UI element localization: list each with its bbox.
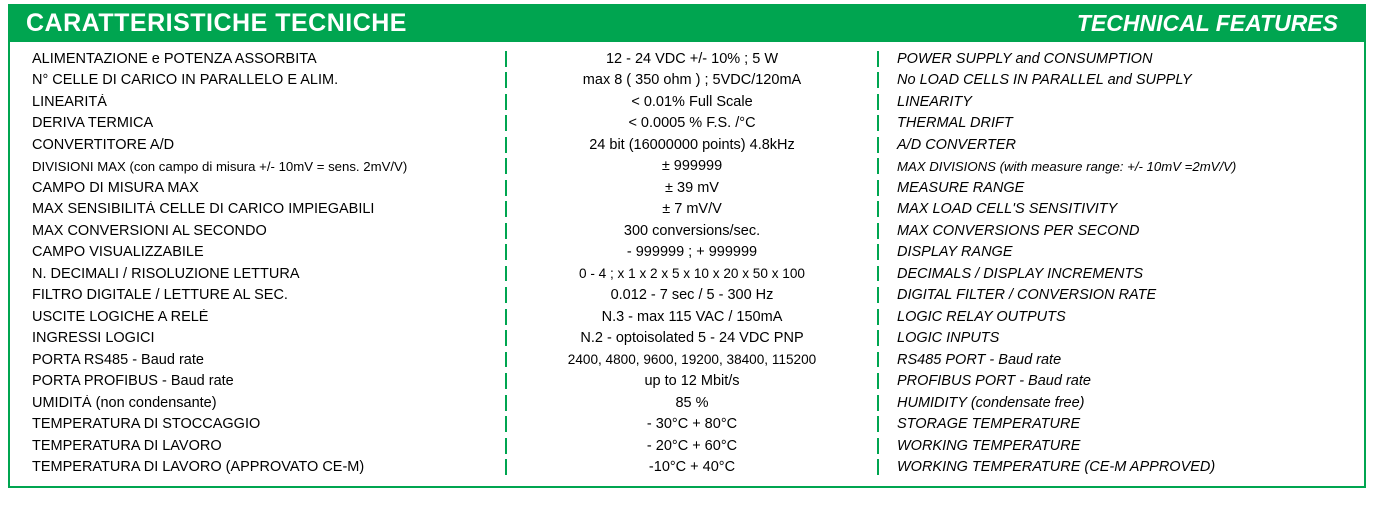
spec-label-italian: CAMPO VISUALIZZABILE bbox=[32, 244, 204, 261]
spec-label-english: LOGIC INPUTS bbox=[897, 330, 1000, 347]
table-row bbox=[10, 306, 1364, 328]
table-row bbox=[10, 414, 1364, 436]
spec-label-english: MAX CONVERSIONS PER SECOND bbox=[897, 222, 1140, 239]
table-row bbox=[10, 156, 1364, 178]
spec-label-italian: USCITE LOGICHE A RELÈ bbox=[32, 308, 209, 325]
spec-value: 24 bit (16000000 points) 4.8kHz bbox=[505, 137, 879, 153]
header-title-italian: CARATTERISTICHE TECNICHE bbox=[26, 8, 407, 37]
table-header bbox=[8, 4, 1366, 42]
spec-label-italian: CAMPO DI MISURA MAX bbox=[32, 179, 199, 196]
header-title-english: TECHNICAL FEATURES bbox=[1076, 9, 1338, 36]
spec-label-italian: PORTA RS485 - Baud rate bbox=[32, 351, 204, 368]
spec-value: - 30°C + 80°C bbox=[505, 416, 879, 432]
spec-label-english: THERMAL DRIFT bbox=[897, 115, 1013, 132]
spec-value: max 8 ( 350 ohm ) ; 5VDC/120mA bbox=[505, 72, 879, 88]
spec-value: - 20°C + 60°C bbox=[505, 438, 879, 454]
spec-label-italian: INGRESSI LOGICI bbox=[32, 330, 155, 347]
spec-label-italian: CONVERTITORE A/D bbox=[32, 136, 175, 153]
spec-label-english: POWER SUPPLY and CONSUMPTION bbox=[897, 50, 1153, 67]
table-row bbox=[10, 220, 1364, 242]
table-row bbox=[10, 70, 1364, 92]
table-row bbox=[10, 199, 1364, 221]
spec-label-italian: TEMPERATURA DI LAVORO (APPROVATO CE-M) bbox=[32, 459, 365, 476]
spec-label-english: MAX DIVISIONS (with measure range: +/- 10mV =2mV/V) bbox=[897, 158, 1237, 174]
spec-label-english: WORKING TEMPERATURE bbox=[897, 437, 1081, 454]
spec-label-italian: ALIMENTAZIONE e POTENZA ASSORBITA bbox=[32, 50, 317, 67]
spec-value: 300 conversions/sec. bbox=[505, 223, 879, 239]
spec-label-english: RS485 PORT - Baud rate bbox=[897, 351, 1062, 368]
table-row bbox=[10, 134, 1364, 156]
spec-label-italian: UMIDITÀ (non condensante) bbox=[32, 394, 217, 411]
spec-value: up to 12 Mbit/s bbox=[505, 373, 879, 389]
spec-label-english: WORKING TEMPERATURE (CE-M APPROVED) bbox=[897, 459, 1216, 476]
table-row bbox=[10, 349, 1364, 371]
spec-value: 12 - 24 VDC +/- 10% ; 5 W bbox=[505, 51, 879, 67]
spec-label-italian: FILTRO DIGITALE / LETTURE AL SEC. bbox=[32, 287, 288, 304]
spec-label-italian: MAX CONVERSIONI AL SECONDO bbox=[32, 222, 267, 239]
spec-label-english: No LOAD CELLS IN PARALLEL and SUPPLY bbox=[897, 72, 1192, 89]
spec-value: < 0.01% Full Scale bbox=[505, 94, 879, 110]
spec-value: N.2 - optoisolated 5 - 24 VDC PNP bbox=[505, 330, 879, 346]
spec-label-english: DIGITAL FILTER / CONVERSION RATE bbox=[897, 287, 1157, 304]
spec-label-english: LOGIC RELAY OUTPUTS bbox=[897, 308, 1066, 325]
spec-label-italian: N. DECIMALI / RISOLUZIONE LETTURA bbox=[32, 265, 300, 282]
table-row bbox=[10, 392, 1364, 414]
table-row bbox=[10, 48, 1364, 70]
table-row bbox=[10, 371, 1364, 393]
table-row bbox=[10, 285, 1364, 307]
spec-label-italian: PORTA PROFIBUS - Baud rate bbox=[32, 373, 234, 390]
table-row bbox=[10, 457, 1364, 479]
spec-value: N.3 - max 115 VAC / 150mA bbox=[505, 309, 879, 325]
spec-value: < 0.0005 % F.S. /°C bbox=[505, 115, 879, 131]
spec-value: 0 - 4 ; x 1 x 2 x 5 x 10 x 20 x 50 x 100 bbox=[505, 266, 879, 281]
spec-value: ± 7 mV/V bbox=[505, 201, 879, 217]
spec-label-english: MEASURE RANGE bbox=[897, 179, 1025, 196]
spec-label-english: A/D CONVERTER bbox=[897, 136, 1016, 153]
table-row bbox=[10, 177, 1364, 199]
table-body bbox=[8, 42, 1366, 488]
table-row bbox=[10, 435, 1364, 457]
spec-label-italian: LINEARITÀ bbox=[32, 93, 107, 110]
spec-value: - 999999 ; + 999999 bbox=[505, 244, 879, 260]
table-row bbox=[10, 242, 1364, 264]
table-row bbox=[10, 328, 1364, 350]
spec-value: 2400, 4800, 9600, 19200, 38400, 115200 bbox=[505, 352, 879, 367]
spec-label-italian: TEMPERATURA DI STOCCAGGIO bbox=[32, 416, 261, 433]
technical-features-table bbox=[8, 4, 1366, 488]
spec-label-italian: MAX SENSIBILITÀ CELLE DI CARICO IMPIEGABILI bbox=[32, 201, 375, 218]
table-row bbox=[10, 263, 1364, 285]
table-row bbox=[10, 91, 1364, 113]
spec-label-italian: DIVISIONI MAX (con campo di misura +/- 10mV = sens. 2mV/V) bbox=[32, 158, 408, 174]
spec-value: 0.012 - 7 sec / 5 - 300 Hz bbox=[505, 287, 879, 303]
spec-label-english: LINEARITY bbox=[897, 93, 972, 110]
spec-value: -10°C + 40°C bbox=[505, 459, 879, 475]
spec-label-english: MAX LOAD CELL'S SENSITIVITY bbox=[897, 201, 1118, 218]
table-rows bbox=[10, 48, 1364, 478]
spec-label-english: DISPLAY RANGE bbox=[897, 244, 1013, 261]
spec-label-italian: TEMPERATURA DI LAVORO bbox=[32, 437, 222, 454]
spec-label-english: HUMIDITY (condensate free) bbox=[897, 394, 1085, 411]
spec-label-italian: DERIVA TERMICA bbox=[32, 115, 154, 132]
spec-value: ± 39 mV bbox=[505, 180, 879, 196]
spec-value: 85 % bbox=[505, 395, 879, 411]
spec-label-english: PROFIBUS PORT - Baud rate bbox=[897, 373, 1091, 390]
spec-label-italian: N° CELLE DI CARICO IN PARALLELO E ALIM. bbox=[32, 72, 339, 89]
spec-value: ± 999999 bbox=[505, 158, 879, 174]
table-row bbox=[10, 113, 1364, 135]
spec-label-english: DECIMALS / DISPLAY INCREMENTS bbox=[897, 265, 1144, 282]
spec-label-english: STORAGE TEMPERATURE bbox=[897, 416, 1081, 433]
